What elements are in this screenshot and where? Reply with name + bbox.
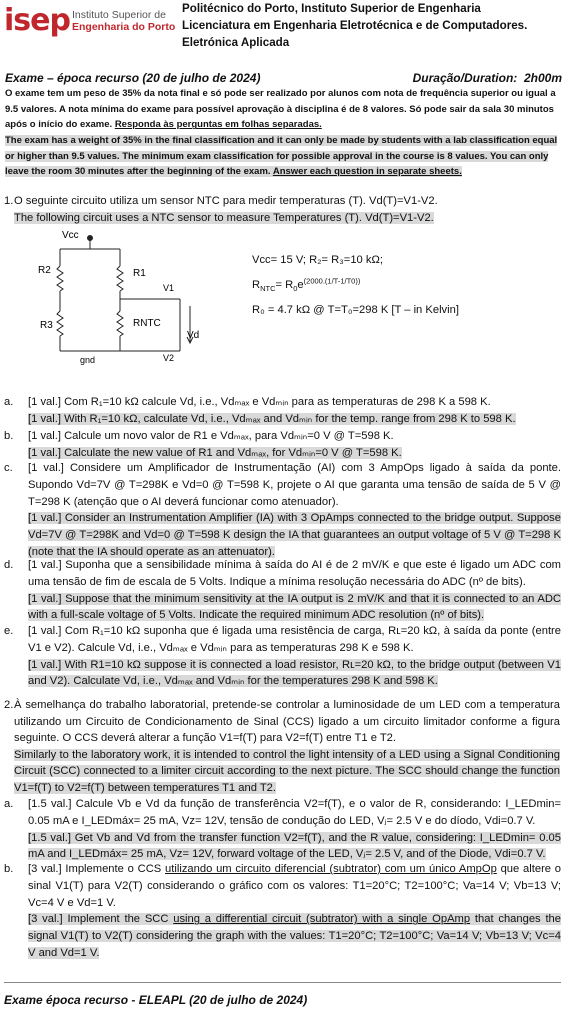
exam-title-row [5,71,562,85]
item-pt [28,861,561,911]
item-label: b. [4,863,14,875]
question-2a [4,796,561,863]
question-1a [4,394,561,428]
intro-en-note: Answer each question in separate sheets. [272,166,462,178]
eq-e: e [297,279,304,291]
item-label: b. [4,430,14,442]
logo-institution [72,9,175,33]
item-pt: [1 val.] Com R₁=10 kΩ suponha que é ligada uma resistência de carga, Rʟ=20 kΩ, à saída da ponte (entre V1 e V2). Calcule Vd, i.e., Vdₘₐₓ e Vdₘᵢₙ para as temperaturas 298 K e 598 K. [28,625,561,654]
header-line1: Politécnico do Porto, Instituto Superior de Engenharia [182,2,481,15]
footer-divider [4,982,561,983]
param-line2 [252,273,459,298]
item-en-a: [3 val.] Implement the SCC [28,913,174,926]
eq-r: R [252,279,261,291]
question-2 [4,697,560,796]
question-1e [4,623,561,690]
intro-en [5,133,561,180]
question-2b [4,861,561,962]
label-v1: V1 [163,283,175,293]
item-pt-a: [3 val.] Implemente o CCS [28,863,166,875]
question-2-en: Similarly to the laboratory work, it is intended to control the light intensity of a LED using a Signal Conditioning Circuit (SCC) connected to a limiter circuit according to the next picture. The SCC should change the function V1=f(T) to V2=f(T) between temperatures T1 and T2. [14,748,560,794]
item-en: [1 val.] With R1=10 kΩ suppose it is connected a load resistor, Rʟ=20 kΩ, to the bridge output (between V1 and V2). Calculate Vd, i.e., Vdₘₐₓ and Vdₘᵢₙ for the temperatures 298 K and 598 K. [28,658,561,688]
eq-eq-r: = R [275,279,294,291]
item-en: [1 val.] With R₁=10 kΩ, calculate Vd, i.e., Vdₘₐₓ and Vdₘᵢₙ for the temp. range from 298 K to 598 K. [28,412,516,425]
page-header [0,0,565,56]
param-line3: R₀ = 4.7 kΩ @ T=T₀=298 K [T – in Kelvin] [252,304,459,316]
item-pt-underlined: utilizando um circuito diferencial (subtrator) com um único AmpOp [165,863,497,875]
intro-pt-note: Responda às perguntas em folhas separadas. [114,119,322,131]
item-label: a. [4,798,14,810]
item-label: e. [4,625,14,637]
item-pt: [1 val.] Calcule um novo valor de R1 e Vdₘₐₓ, para Vdₘᵢₙ=0 V @ T=598 K. [28,430,394,442]
logo-mark: isep [4,3,70,38]
eq-exponent: (2000.(1/T-1/T0)) [303,276,361,286]
question-1c [4,460,561,561]
label-gnd: gnd [80,355,96,365]
label-r2: R2 [38,265,51,276]
duration-value: 2h00m [523,71,562,85]
item-label: d. [4,559,14,571]
item-en: [1 val.] Consider an Instrumentation Amplifier (IA) with 3 OpAmps connected to the bridge output. Suppose Vd=7V @ T=298K and Vd=0 @ T=598 K design the IA that guarantees an output voltage of 5 V @ T=298 K (note that the IA should operate as an attenuator). [28,512,561,558]
item-pt: [1 val.] Com R₁=10 kΩ calcule Vd, i.e., Vdₘₐₓ e Vdₘᵢₙ para as temperaturas de 298 K a 598 K. [28,396,491,408]
eq-sub-0: 0 [293,284,298,294]
eq-sub-ntc: NTC [260,284,276,294]
header-line3: Eletrónica Aplicada [182,36,290,49]
item-pt-b: que altere o sinal V1(T) para V2(T) considerando o gráfico com os valores: T1=20°C; T2=100°C; Va=14 V; Vb=13 V; Vc=4 V e Vd=1 V. [28,863,562,909]
question-1-en: The following circuit uses a NTC sensor to measure Temperatures (T). Vd(T)=V1-V2. [14,211,434,224]
item-label: c. [4,462,13,474]
intro-pt [5,86,561,133]
question-number: 2. [4,699,14,711]
label-rntc: RNTC [133,318,161,329]
question-number: 1. [4,195,14,207]
item-label: a. [4,396,14,408]
logo-line1: Instituto Superior de [72,9,166,21]
item-en: [1 val.] Calculate the new value of R1 and Vdₘₐₓ, for Vdₘᵢₙ=0 V @ T=598 K. [28,446,402,459]
item-en-b: that changes the signal V1(T) to V2(T) considering the graph with the values: T1=20°C; T2=100°C; Va=14 V; Vb=13 V; Vc=4 V and Vd=1 V. [28,913,561,959]
item-pt: [1 val.] Suponha que a sensibilidade mínima à saída do AI é de 2 mV/K e que este é ligado um ADC com uma tensão de fim de escala de 5 Volts. Indique a mínima resolução necessária do ADC (nº de bits). [28,559,561,588]
exam-title: Exame – época recurso (20 de julho de 2024) [5,71,261,85]
logo-line2: Engenharia do Porto [72,21,176,33]
param-line1: Vcc= 15 V; R₂= R₃=10 kΩ; [252,254,383,266]
label-v2: V2 [163,353,175,363]
question-1b [4,428,561,462]
question-1d [4,557,561,624]
question-2-pt: À semelhança do trabalho laboratorial, pretende-se controlar a luminosidade de um LED com a temperatura utilizando um Circuito de Condicionamento de Sinal (CCS) ligado a um circuito limitador conforme a figura seguinte. O CCS deverá alterar a função V1=f(T) para V2=f(T) entre T1 e T2. [14,699,560,744]
item-en: [1.5 val.] Get Vb and Vd from the transfer function V2=f(T), and the R value, considering: I_LEDmin= 0.05 mA and I_LEDmáx= 25 mA, Vz= 12V, forward voltage of the LED, Vⱼ= 2.5 V, and of the Diode, Vdi=0.7 V. [28,831,561,861]
item-pt: [1.5 val.] Calcule Vb e Vd da função de transferência V2=f(T), e o valor de R, considerando: I_LEDmin= 0.05 mA e I_LEDmáx= 25 mA, Vz= 12V, tensão de condução do LED, Vⱼ= 2.5 V e do díodo, Vdi=0.7 V. [28,798,561,827]
bridge-circuit-diagram [30,231,250,371]
page-footer: Exame época recurso - ELEAPL (20 de julho de 2024) [4,993,308,1007]
circuit-parameters [252,248,459,323]
intro-en-text: The exam has a weight of 35% in the final classification and it can only be made by students with a lab classification equal or higher than 9.5 values. The minimum exam classification for possible approval in the course is 8 values. You can only leave the room 30 minutes after the beginning of the exam. [5,135,558,178]
exam-duration [413,71,562,85]
duration-label: Duração/Duration: [412,71,518,85]
intro-pt-text: O exame tem um peso de 35% da nota final e só pode ser realizado por alunos com nota de frequência superior ou igual a 9.5 valores. A nota mínima do exame para possível aprovação à disciplina é de 8 valores. Só pode sair da sala 30 minutos após o início do exame. [5,88,556,131]
label-r1: R1 [133,268,146,279]
question-1-pt: O seguinte circuito utiliza um sensor NTC para medir temperaturas (T). Vd(T)=V1-V2. [14,195,438,207]
label-vd: Vd [187,330,200,341]
item-en [28,913,561,959]
isep-logo [4,3,174,51]
label-vcc: Vcc [62,231,79,241]
header-line2: Licenciatura em Engenharia Eletrotécnica e de Computadores. [182,19,528,32]
header-text [182,0,527,51]
item-en-underlined: using a differential circuit (subtrator) with a single OpAmp [173,913,471,926]
question-1 [4,193,560,226]
label-r3: R3 [40,320,53,331]
item-pt: [1 val.] Considere um Amplificador de Instrumentação (AI) com 3 AmpOps ligado à saída da ponte. Supondo Vd=7V @ T=298K e Vd=0 @ T=598 K, projete o AI que garanta uma tensão de saída de 5 V @ T=298 K (atenção que o AI deverá funcionar como atenuador). [28,462,561,508]
item-en: [1 val.] Suppose that the minimum sensitivity at the IA output is 2 mV/K and that it is connected to an ADC with a full-scale voltage of 5 Volts. Indicate the required minimum ADC resolution (nº of bits). [28,592,561,622]
